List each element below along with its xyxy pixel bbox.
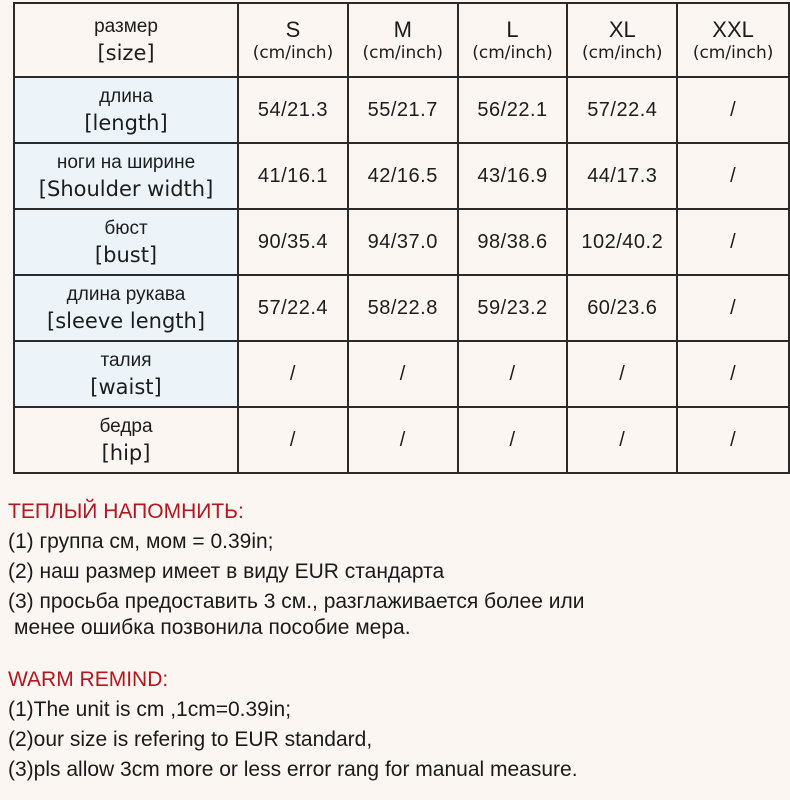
header-size-xxl: [677, 3, 789, 77]
row-label: [14, 275, 238, 341]
value-cell: 57/22.4: [567, 77, 677, 143]
value-cell: /: [677, 275, 789, 341]
size-unit: (cm/inch): [692, 43, 774, 63]
header-label-en: [size]: [97, 40, 155, 65]
row-label: [14, 209, 238, 275]
note-line: (1) группа см, мом = 0.39in;: [8, 530, 274, 553]
row-label-ru: бюст: [104, 217, 148, 239]
size-name: XL: [608, 17, 636, 42]
value-cell: /: [677, 77, 789, 143]
row-label: [14, 341, 238, 407]
note-line: [8, 589, 783, 641]
value-cell: /: [458, 407, 568, 473]
size-unit: (cm/inch): [252, 43, 334, 63]
size-name: M: [393, 17, 412, 42]
value-cell: /: [677, 407, 789, 473]
notes-english: [8, 667, 783, 783]
notes-en-title-text: WARM REMIND: [8, 668, 163, 691]
row-label-ru: ноги на ширине: [56, 151, 196, 173]
value-cell: 57/22.4: [238, 275, 348, 341]
note-line-continuation: менее ошибка позвонила пособие мера.: [14, 616, 411, 639]
note-line: (2)our size is refering to EUR standard,: [8, 728, 373, 751]
size-name: S: [285, 17, 301, 42]
value-cell: 98/38.6: [458, 209, 568, 275]
value-cell: /: [567, 407, 677, 473]
notes-en-title-colon: :: [162, 668, 169, 691]
notes-en-title: [8, 667, 783, 693]
row-label-ru: бедра: [99, 415, 153, 437]
notes-ru-title-text: ТЕПЛЫЙ НАПОМНИТЬ: [8, 500, 238, 523]
header-label-ru: размер: [94, 15, 158, 37]
table-row-hip: [14, 407, 789, 473]
table-header-row: [14, 3, 789, 77]
size-name: XXL: [712, 17, 754, 42]
header-label-cell: [14, 3, 238, 77]
value-cell: /: [238, 407, 348, 473]
row-label-en: [length]: [84, 110, 168, 135]
value-cell: 60/23.6: [567, 275, 677, 341]
size-unit: (cm/inch): [472, 43, 553, 63]
row-label-en: [hip]: [101, 440, 151, 465]
row-label-ru: длина: [99, 85, 153, 107]
note-line: (2) наш размер имеет в виду EUR стандарта: [8, 560, 445, 583]
value-cell: 41/16.1: [238, 143, 348, 209]
value-cell: 94/37.0: [348, 209, 458, 275]
row-label: [14, 77, 238, 143]
value-cell: /: [348, 341, 458, 407]
value-cell: 56/22.1: [458, 77, 568, 143]
header-size-s: [238, 3, 348, 77]
value-cell: /: [677, 143, 789, 209]
value-cell: 43/16.9: [458, 143, 568, 209]
notes-ru-title: [8, 499, 783, 525]
row-label-en: [Shoulder width]: [38, 176, 214, 201]
note-line: (1)The unit is cm ,1cm=0.39in;: [8, 698, 292, 721]
value-cell: 102/40.2: [567, 209, 677, 275]
value-cell: 59/23.2: [458, 275, 568, 341]
value-cell: /: [677, 209, 789, 275]
notes-russian: [8, 499, 783, 641]
size-name: L: [506, 17, 519, 42]
value-cell: /: [458, 341, 568, 407]
value-cell: 54/21.3: [238, 77, 348, 143]
header-size-m: [348, 3, 458, 77]
value-cell: 58/22.8: [348, 275, 458, 341]
table-row-shoulder-width: [14, 143, 789, 209]
table-row-length: [14, 77, 789, 143]
table-row-waist: [14, 341, 789, 407]
row-label-en: [sleeve length]: [47, 308, 206, 333]
row-label: [14, 143, 238, 209]
row-label-en: [bust]: [94, 242, 158, 267]
header-size-xl: [567, 3, 677, 77]
row-label-ru: длина рукава: [66, 283, 186, 305]
row-label-en: [waist]: [90, 374, 162, 399]
row-label: [14, 407, 238, 473]
value-cell: 42/16.5: [348, 143, 458, 209]
size-unit: (cm/inch): [362, 43, 443, 63]
value-cell: 55/21.7: [348, 77, 458, 143]
header-size-l: [458, 3, 568, 77]
value-cell: /: [677, 341, 789, 407]
value-cell: /: [348, 407, 458, 473]
value-cell: /: [238, 341, 348, 407]
notes-ru-title-colon: :: [237, 500, 244, 523]
note-line-text: (3) просьба предоставить 3 см., разглаживается более или: [8, 590, 585, 613]
table-row-bust: [14, 209, 789, 275]
table-row-sleeve-length: [14, 275, 789, 341]
value-cell: /: [567, 341, 677, 407]
value-cell: 90/35.4: [238, 209, 348, 275]
row-label-ru: талия: [100, 349, 152, 371]
value-cell: 44/17.3: [567, 143, 677, 209]
note-line: (3)pls allow 3cm more or less error rang for manual measure.: [8, 758, 578, 781]
size-chart-table: [13, 2, 790, 474]
size-unit: (cm/inch): [582, 43, 663, 63]
